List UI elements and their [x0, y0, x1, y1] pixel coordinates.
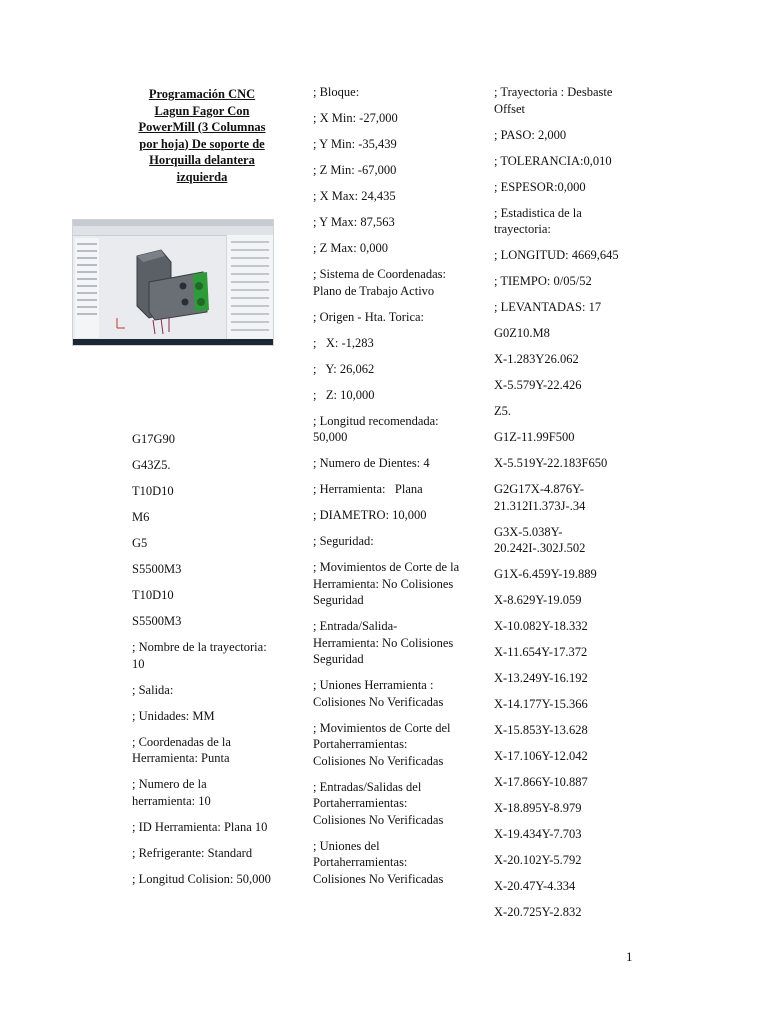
- code-line: ; Estadistica de la trayectoria:: [494, 205, 585, 236]
- code-line: ; ID Herramienta: Plana 10: [132, 819, 268, 834]
- code-line: ; Numero de Dientes: 4: [313, 456, 430, 470]
- code-line: ; Z: 10,000: [313, 387, 375, 402]
- code-line: ; Seguridad:: [313, 534, 374, 548]
- code-line: ; Refrigerante: Standard: [132, 845, 253, 860]
- code-line: G43Z5.: [132, 458, 171, 472]
- code-line: X-20.725Y-2.832: [494, 905, 582, 919]
- code-line: X-15.853Y-13.628: [494, 723, 588, 737]
- code-line: ; Entradas/Salidas del Portaherramientas: Colisiones No Verificadas: [313, 779, 444, 827]
- code-line: ; LONGITUD: 4669,645: [494, 248, 619, 262]
- side-panel: [226, 235, 273, 343]
- page-number: 1: [626, 949, 633, 964]
- code-line: ; Y: 26,062: [313, 361, 375, 376]
- code-line: X-8.629Y-19.059: [494, 593, 582, 607]
- column-2: [313, 84, 463, 897]
- code-line: ; X Max: 24,435: [313, 189, 396, 203]
- code-line: ; Sistema de Coordenadas: Plano de Trabajo Activo: [313, 267, 450, 298]
- code-line: ; TIEMPO: 0/05/52: [494, 274, 592, 288]
- code-line: X-18.895Y-8.979: [494, 801, 582, 815]
- column-1: [132, 84, 272, 897]
- feature-tree: [75, 238, 99, 338]
- code-line: S5500M3: [132, 614, 182, 628]
- code-line: ; Y Min: -35,439: [313, 137, 397, 151]
- code-line: ; DIAMETRO: 10,000: [313, 508, 427, 522]
- code-line: G0Z10.M8: [494, 326, 550, 340]
- code-line: ; Z Min: -67,000: [313, 163, 397, 177]
- code-line: X-5.579Y-22.426: [494, 378, 582, 392]
- code-line: ; Uniones Herramienta : Colisiones No Verificadas: [313, 678, 444, 709]
- code-line: ; Coordenadas de la Herramienta: Punta: [132, 734, 235, 765]
- code-line: X-13.249Y-16.192: [494, 671, 588, 685]
- code-line: ; Uniones del Portaherramientas: Colisiones No Verificadas: [313, 838, 444, 886]
- code-line: ; Unidades: MM: [132, 708, 215, 723]
- code-line: ; Trayectoria : Desbaste Offset: [494, 85, 616, 116]
- code-line: G5: [132, 536, 148, 550]
- code-line: G3X-5.038Y-20.242I-.302J.502: [494, 524, 586, 555]
- code-line: ; X: -1,283: [313, 335, 374, 350]
- code-line: ; Nombre de la trayectoria: 10: [132, 640, 270, 671]
- code-line: X-5.519Y-22.183F650: [494, 456, 608, 470]
- code-line: ; Movimientos de Corte del Portaherramientas: Colisiones No Verificadas: [313, 720, 454, 768]
- code-line: ; Y Max: 87,563: [313, 215, 395, 229]
- code-line: ; TOLERANCIA:0,010: [494, 153, 612, 168]
- column-3: [494, 84, 634, 930]
- code-line: G1Z-11.99F500: [494, 430, 575, 444]
- code-line: ; Z Max: 0,000: [313, 241, 388, 255]
- code-line: T10D10: [132, 588, 174, 602]
- code-line: ; Bloque:: [313, 85, 360, 99]
- code-line: X-17.866Y-10.887: [494, 775, 588, 789]
- code-line: ; Longitud Colision: 50,000: [132, 871, 271, 886]
- code-line: X-20.102Y-5.792: [494, 853, 582, 867]
- code-line: G2G17X-4.876Y-21.312I1.373J-.34: [494, 482, 586, 513]
- code-line: S5500M3: [132, 562, 182, 576]
- code-line: M6: [132, 510, 150, 524]
- code-line: X-14.177Y-15.366: [494, 697, 588, 711]
- code-line: ; ESPESOR:0,000: [494, 179, 586, 194]
- code-line: X-20.47Y-4.334: [494, 879, 576, 893]
- code-line: ; Numero de la herramienta: 10: [132, 777, 211, 808]
- code-line: ; Origen - Hta. Torica:: [313, 309, 425, 324]
- code-line: ; Movimientos de Corte de la Herramienta: No Colisiones Seguridad: [313, 560, 463, 607]
- code-line: G1X-6.459Y-19.889: [494, 567, 597, 581]
- code-line: ; Entrada/Salida-Herramienta: No Colisiones Seguridad: [313, 619, 457, 666]
- code-line: ; Salida:: [132, 682, 174, 697]
- taskbar: [73, 339, 273, 345]
- code-line: X-19.434Y-7.703: [494, 827, 582, 841]
- cad-part-icon: [103, 242, 213, 338]
- code-line: ; Longitud recomendada: 50,000: [313, 413, 442, 444]
- code-line: ; LEVANTADAS: 17: [494, 300, 602, 314]
- code-line: X-10.082Y-18.332: [494, 619, 588, 633]
- code-line: X-17.106Y-12.042: [494, 749, 588, 763]
- document-title: Programación CNC Lagun Fagor Con PowerMill (3 Columnas por hoja) De soporte de Horquilla delantera izquierda: [138, 87, 266, 184]
- code-line: X-11.654Y-17.372: [494, 645, 588, 659]
- cad-screenshot-image: [72, 219, 274, 346]
- code-line: Z5.: [494, 404, 512, 418]
- code-line: G17G90: [132, 432, 176, 446]
- code-line: ; X Min: -27,000: [313, 111, 398, 125]
- code-line: T10D10: [132, 484, 174, 498]
- code-line: ; Herramienta: Plana: [313, 482, 423, 496]
- code-line: X-1.283Y26.062: [494, 352, 579, 366]
- code-line: ; PASO: 2,000: [494, 127, 567, 142]
